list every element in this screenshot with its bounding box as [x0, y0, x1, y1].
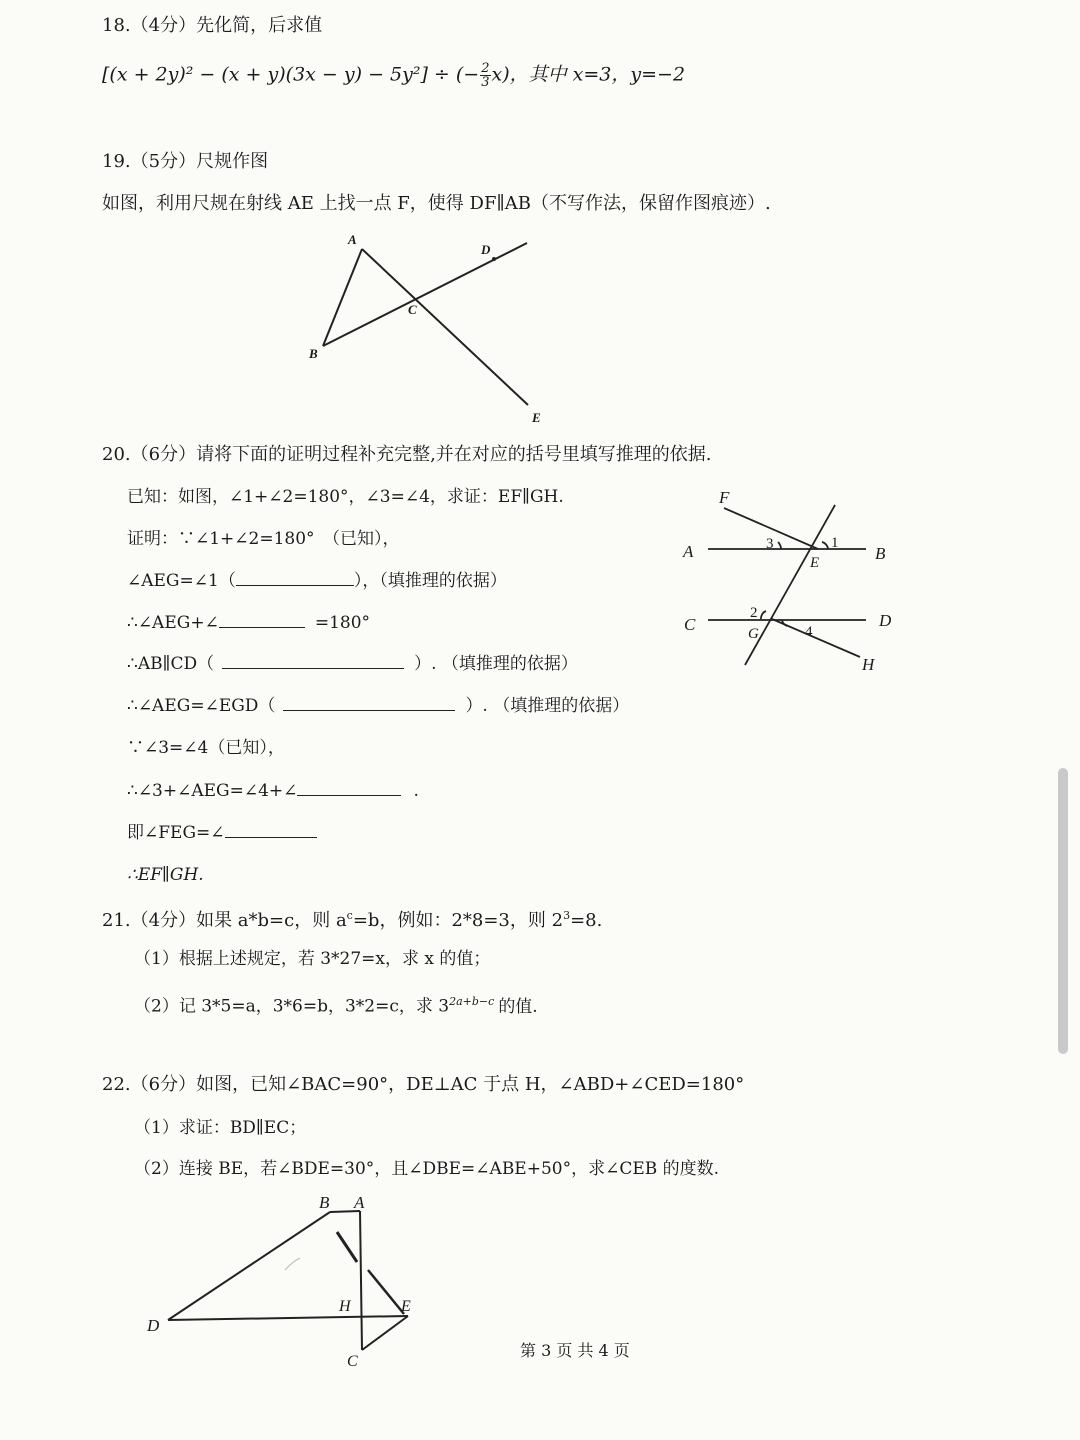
q21-part2-start: （2）记 3*5=a，3*6=b，3*2=c，求 3 — [134, 996, 450, 1017]
q22-label-E: E — [401, 1298, 411, 1315]
q18-fraction — [480, 62, 490, 89]
page-footer: 第 3 页 共 4 页 — [520, 1341, 630, 1360]
q20-blank-5[interactable] — [297, 781, 401, 796]
vertical-scrollbar[interactable] — [1058, 768, 1068, 1054]
q22-label-B: B — [319, 1193, 330, 1212]
q18-expr-main: [(x + 2y)² − (x + y)(3x − y) − 5y²] ÷ (− — [102, 63, 480, 86]
q20-line9: ∴EF∥GH. — [127, 865, 204, 885]
q20-label-F: F — [719, 488, 730, 507]
q20-line7 — [127, 780, 419, 802]
q20-line7-start: ∴∠3+∠AEG=∠4+∠ — [127, 781, 298, 801]
q20-line3-end: =180° — [314, 613, 371, 633]
q20-line5-end: ）. （填推理的依据） — [465, 696, 630, 716]
q19-title: 19.（5分）尺规作图 — [102, 151, 269, 172]
q18-expression — [102, 62, 685, 89]
q20-line4-end: ）. （填推理的依据） — [414, 654, 578, 674]
q20-title: 20.（6分）请将下面的证明过程补充完整,并在对应的括号里填写推理的依据. — [102, 444, 712, 465]
q20-blank-1[interactable] — [236, 571, 354, 586]
q20-angle-4: 4 — [805, 624, 813, 640]
q20-line5 — [127, 695, 629, 717]
q22-label-D: D — [147, 1316, 160, 1335]
q19-label-E: E — [532, 410, 541, 425]
q20-label-H: H — [862, 655, 875, 674]
q19-label-D: D — [481, 242, 491, 257]
q19-text: 如图，利用尺规在射线 AE 上找一点 F，使得 DF∥AB（不写作法，保留作图痕迹）. — [102, 193, 771, 214]
q20-line3 — [127, 612, 370, 634]
q20-blank-6[interactable] — [225, 823, 317, 838]
q19-label-B: B — [309, 346, 318, 361]
q18-title: 18.（4分）先化简，后求值 — [102, 15, 323, 36]
q20-blank-3[interactable] — [222, 654, 404, 669]
q20-line3-start: ∴∠AEG+∠ — [127, 613, 219, 633]
q21-part2-end: 的值. — [498, 996, 538, 1017]
q20-angle-3: 3 — [766, 536, 774, 552]
q20-line5-start: ∴∠AEG=∠EGD（ — [127, 696, 276, 716]
q18-expr-tail: x)，其中 x=3，y=−2 — [491, 63, 686, 86]
q20-label-B: B — [875, 544, 886, 563]
q20-label-G: G — [748, 626, 759, 642]
q22-part1: （1）求证：BD∥EC； — [134, 1118, 307, 1138]
q20-line4-start: ∴AB∥CD（ — [127, 654, 215, 674]
q20-line7-end: . — [413, 781, 419, 801]
q20-blank-2[interactable] — [219, 613, 305, 628]
q20-blank-4[interactable] — [283, 696, 455, 711]
q20-given: 已知：如图，∠1+∠2=180°，∠3=∠4，求证：EF∥GH. — [127, 487, 564, 507]
q20-line8 — [127, 822, 317, 844]
q20-line2-end: ），（填推理的依据） — [353, 571, 507, 591]
q20-line4 — [127, 653, 578, 675]
q19-label-C: C — [408, 302, 417, 317]
q21-title-sup2: 3 — [563, 909, 571, 922]
q21-title-mid: =b，例如：2*8=3，则 2 — [352, 910, 564, 931]
q21-part1: （1）根据上述规定，若 3*27=x，求 x 的值； — [134, 949, 491, 969]
q20-label-D: D — [879, 611, 892, 630]
q21-part2-sup: 2a+b−c — [449, 995, 495, 1008]
q20-line1: 证明：∵∠1+∠2=180° （已知）， — [127, 529, 400, 549]
q22-part2: （2）连接 BE，若∠BDE=30°，且∠DBE=∠ABE+50°，求∠CEB 的度数. — [134, 1159, 720, 1179]
q18-frac-den: 3 — [481, 75, 490, 90]
q21-title-sup: c — [346, 909, 353, 922]
q20-label-E: E — [810, 555, 820, 571]
q18-frac-num: 2 — [481, 61, 490, 76]
q22-label-H: H — [339, 1298, 351, 1315]
q21-title-end: =8. — [570, 910, 603, 931]
q21-title-start: 21.（4分）如果 a*b=c，则 a — [102, 910, 347, 931]
q20-line6: ∵∠3=∠4（已知）， — [127, 738, 285, 758]
q22-title: 22.（6分）如图，已知∠BAC=90°，DE⊥AC 于点 H，∠ABD+∠CED=180° — [102, 1074, 745, 1095]
q21-part2 — [134, 991, 538, 1018]
q20-line2 — [127, 570, 507, 592]
q20-label-A: A — [683, 542, 694, 561]
q21-title — [102, 905, 602, 932]
q20-line2-start: ∠AEG=∠1（ — [127, 571, 236, 591]
q22-label-A: A — [354, 1193, 365, 1212]
q20-label-C: C — [684, 615, 696, 634]
q22-label-C: C — [347, 1353, 358, 1370]
q20-angle-2: 2 — [750, 605, 758, 621]
q20-angle-1: 1 — [831, 535, 839, 551]
q19-label-A: A — [348, 232, 357, 247]
q20-line8-start: 即∠FEG=∠ — [127, 823, 225, 843]
